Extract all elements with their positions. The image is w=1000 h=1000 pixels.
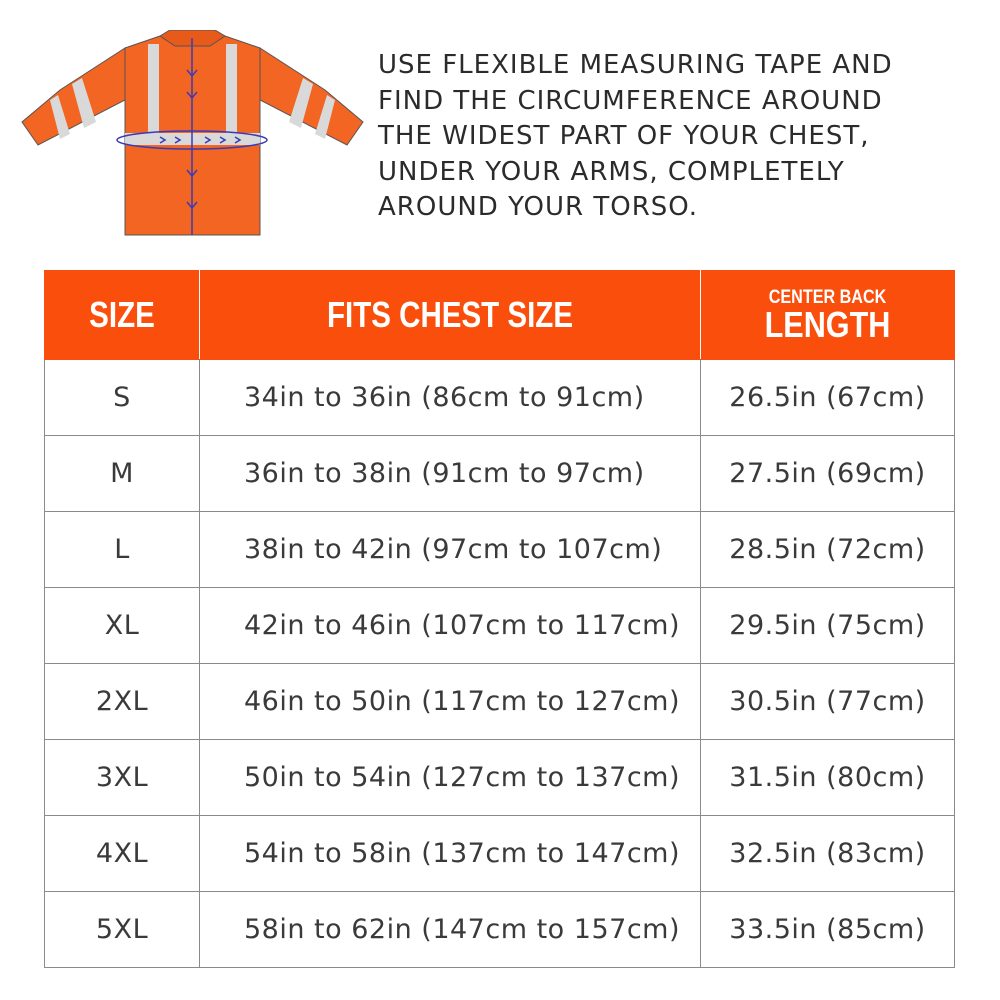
- table-row: [45, 816, 955, 892]
- length-cell: 33.5in (85cm): [701, 892, 955, 968]
- chest-cell: 54in to 58in (137cm to 147cm): [200, 816, 701, 892]
- safety-jacket-icon: [20, 30, 365, 240]
- length-cell: 30.5in (77cm): [701, 664, 955, 740]
- instruction-line: THE WIDEST PART OF YOUR CHEST,: [378, 121, 870, 151]
- chest-cell: 38in to 42in (97cm to 107cm): [200, 512, 701, 588]
- instruction-line: FIND THE CIRCUMFERENCE AROUND: [378, 85, 883, 116]
- header-size-label: SIZE: [89, 294, 155, 335]
- size-chart-table: [44, 270, 955, 968]
- length-cell: 27.5in (69cm): [701, 436, 955, 512]
- header-length: [701, 271, 955, 360]
- measuring-instructions: [378, 48, 978, 226]
- table-row: [45, 664, 955, 740]
- size-cell: 3XL: [45, 740, 200, 816]
- header-chest: [200, 271, 701, 360]
- table-header-row: [45, 271, 955, 360]
- table-row: [45, 892, 955, 968]
- length-cell: 26.5in (67cm): [701, 360, 955, 436]
- table-row: [45, 740, 955, 816]
- instruction-line: USE FLEXIBLE MEASURING TAPE AND: [378, 50, 893, 80]
- chest-cell: 34in to 36in (86cm to 91cm): [200, 360, 701, 436]
- length-cell: 28.5in (72cm): [701, 512, 955, 588]
- chest-cell: 46in to 50in (117cm to 127cm): [200, 664, 701, 740]
- header-length-bottom-label: LENGTH: [764, 303, 891, 345]
- size-cell: 5XL: [45, 892, 200, 968]
- header-length-top-label: CENTER BACK: [768, 286, 887, 308]
- header-chest-label: FITS CHEST SIZE: [326, 294, 574, 335]
- size-cell: XL: [45, 588, 200, 664]
- size-cell: M: [45, 436, 200, 512]
- size-cell: 4XL: [45, 816, 200, 892]
- chest-cell: 36in to 38in (91cm to 97cm): [200, 436, 701, 512]
- length-cell: 29.5in (75cm): [701, 588, 955, 664]
- chest-cell: 50in to 54in (127cm to 137cm): [200, 740, 701, 816]
- table-row: [45, 512, 955, 588]
- table-row: [45, 360, 955, 436]
- size-cell: L: [45, 512, 200, 588]
- length-cell: 32.5in (83cm): [701, 816, 955, 892]
- header-size: [45, 271, 200, 360]
- length-cell: 31.5in (80cm): [701, 740, 955, 816]
- table-row: [45, 588, 955, 664]
- size-cell: 2XL: [45, 664, 200, 740]
- instruction-line: UNDER YOUR ARMS, COMPLETELY: [378, 156, 845, 187]
- table-row: [45, 436, 955, 512]
- size-cell: S: [45, 360, 200, 436]
- chest-cell: 42in to 46in (107cm to 117cm): [200, 588, 701, 664]
- chest-cell: 58in to 62in (147cm to 157cm): [200, 892, 701, 968]
- instruction-line: AROUND YOUR TORSO.: [378, 192, 698, 222]
